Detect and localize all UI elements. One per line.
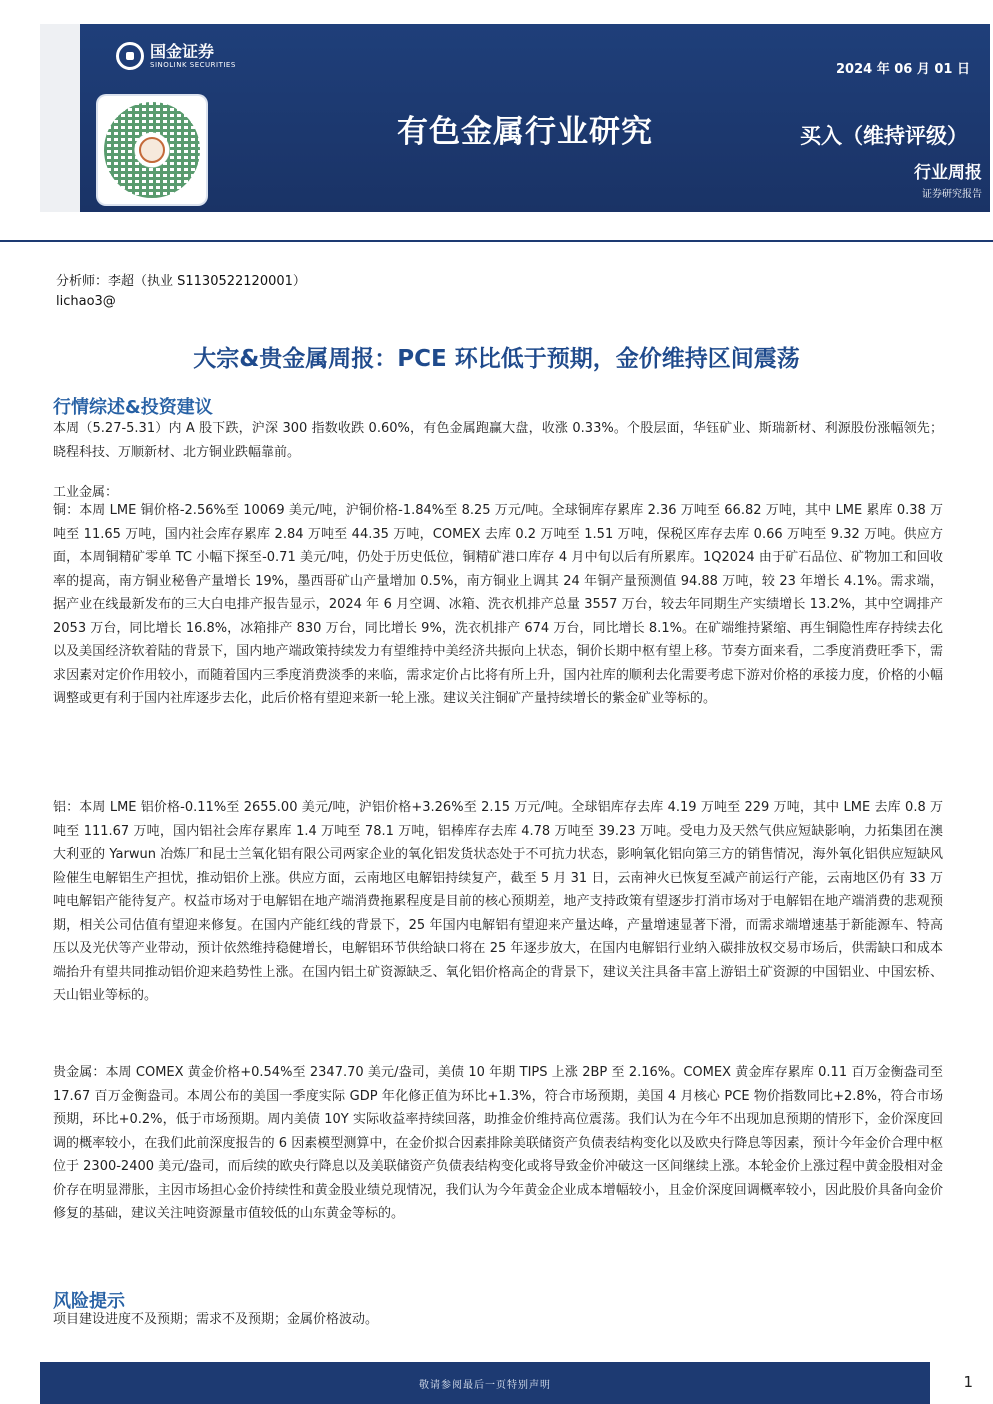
section-heading-risk: 风险提示 bbox=[53, 1291, 125, 1312]
footer-disclaimer: 敬请参阅最后一页特别声明 bbox=[419, 1380, 551, 1391]
section-heading-overview: 行情综述&投资建议 bbox=[53, 397, 213, 418]
overview-paragraph: 本周（5.27-5.31）内 A 股下跌，沪深 300 指数收跌 0.60%，有色金属跑赢大盘，收涨 0.33%。个股层面，华钰矿业、斯瑞新材、利源股份涨幅领先；晓程科技、万顺新材、北方铜业跌幅靠前。 bbox=[53, 421, 943, 460]
aluminum-paragraph: 铝：本周 LME 铝价格-0.11%至 2655.00 美元/吨，沪铝价格+3.26%至 2.15 万元/吨。全球铝库存去库 4.19 万吨至 229 万吨，其中 LME 去库 0.8 万吨至 111.67 万吨，国内铝社会库存累库 1.4 万吨至 78.1 万吨，铝棒库存去库 4.78 万吨至 39.23 万吨。受电力及天然气供应短缺影响，力拓集团在澳大利亚的 Yarwun 冶炼厂和昆士兰氧化铝有限公司两家企业的氧化铝发货状态处于不可抗力状态，影响氧化铝向第三方的销售情况，海外氧化铝供应短缺风险催生电解铝生产担忧，推动铝价上涨。供应方面，云南地区电解铝持续复产，截至 5 月 31 日，云南神火已恢复至减产前运行产能，云南地区仍有 33 万吨电解铝产能待复产。权益市场对于电解铝在地产端消费拖累程度是目前的核心预期差，地产支持政策有望逐步打消市场对于电解铝在地产端消费的悲观预期，相关公司估值有望迎来修复。在国内产能红线的背景下，25 年国内电解铝有望迎来产量达峰，产量增速显著下滑，而需求端增速基于新能源车、特高压以及光伏等产业带动，预计依然维持稳健增长，电解铝环节供给缺口将在 25 年逐步放大，在国内电解铝行业纳入碳排放权交易市场后，供需缺口和成本端抬升有望共同推动铝价迎来趋势性上涨。在国内铝土矿资源缺乏、氧化铝价格高企的背景下，建议关注具备丰富上游铝土矿资源的中国铝业、中国宏桥、天山铝业等标的。 bbox=[53, 800, 943, 1003]
page-footer bbox=[0, 1362, 993, 1404]
page-number: 1 bbox=[963, 1373, 973, 1391]
industrial-metals-label: 工业金属： bbox=[53, 485, 119, 500]
analyst-email: lichao3@ bbox=[56, 294, 116, 309]
report-industry-title: 有色金属行业研究 bbox=[397, 114, 653, 150]
rating-label: 买入（维持评级） bbox=[800, 124, 968, 148]
report-category: 行业周报 bbox=[914, 163, 982, 183]
logo-icon bbox=[116, 42, 144, 70]
company-logo bbox=[116, 42, 236, 70]
logo-name-cn: 国金证券 bbox=[150, 41, 215, 61]
header-banner bbox=[80, 24, 990, 212]
report-title: 大宗&贵金属周报：PCE 环比低于预期，金价维持区间震荡 bbox=[193, 346, 800, 372]
copper-paragraph: 铜：本周 LME 铜价格-2.56%至 10069 美元/吨，沪铜价格-1.84%至 8.25 万元/吨。全球铜库存累库 2.36 万吨至 66.82 万吨，其中 LME 累库 0.38 万吨至 11.65 万吨，国内社会库存累库 2.84 万吨至 44.35 万吨，COMEX 去库 0.2 万吨至 1.51 万吨，保税区库存去库 0.66 万吨至 9.32 万吨。供应方面，本周铜精矿零单 TC 小幅下探至-0.71 美元/吨，仍处于历史低位，铜精矿港口库存 4 月中旬以后有所累库。1Q2024 由于矿石品位、矿物加工和回收率的提高，南方铜业秘鲁产量增长 19%，墨西哥矿山产量增加 0.5%，南方铜业上调其 24 年铜产量预测值 94.88 万吨，较 23 年增长 4.1%。需求端，据产业在线最新发布的三大白电排产报告显示，2024 年 6 月空调、冰箱、洗衣机排产总量 3557 万台，较去年同期生产实绩增长 13.2%，其中空调排产 2053 万台，同比增长 16.8%，冰箱排产 830 万台，同比增长 9%，洗衣机排产 674 万台，同比增长 8.1%。在矿端维持紧缩、再生铜隐性库存持续去化以及美国经济软着陆的背景下，国内地产端政策持续发力有望维持中美经济共振向上状态，铜价长期中枢有望上移。节奏方面来看，二季度消费旺季下，需求因素对定价作用较小，而随着国内三季度消费淡季的来临，需求定价占比将有所上升，国内社库的顺利去化需要考虑下游对价格的承接力度，价格的小幅调整或更有利于国内社库逐步去化，此后价格有望迎来新一轮上涨。建议关注铜矿产量持续增长的紫金矿业等标的。 bbox=[53, 503, 943, 706]
analyst-name: 分析师：李超（执业 S1130522120001） bbox=[56, 274, 306, 289]
qr-code-icon bbox=[98, 96, 206, 204]
logo-name-en: SINOLINK SECURITIES bbox=[150, 60, 236, 69]
report-date: 2024 年 06 月 01 日 bbox=[836, 62, 970, 77]
precious-metals-paragraph: 贵金属：本周 COMEX 黄金价格+0.54%至 2347.70 美元/盎司，美债 10 年期 TIPS 上涨 2BP 至 2.16%。COMEX 黄金库存累库 0.11 百万金衡盎司至 17.67 百万金衡盎司。本周公布的美国一季度实际 GDP 年化修正值为环比+1.3%，符合市场预期，美国 4 月核心 PCE 物价指数同比+2.8%，符合市场预期，环比+0.2%，低于市场预期。周内美债 10Y 实际收益率持续回落，助推金价维持高位震荡。我们认为在今年不出现加息预期的情形下，金价深度回调的概率较小，在我们此前深度报告的 6 因素模型测算中，在金价拟合因素排除美联储资产负债表结构变化以及欧央行降息等因素，预计今年金价合理中枢位于 2300-2400 美元/盎司，而后续的欧央行降息以及美联储资产负债表结构变化或将导致金价冲破这一区间继续上涨。本轮金价上涨过程中黄金股相对金价存在明显滞胀，主因市场担心金价持续性和黄金股业绩兑现情况，我们认为今年黄金企业成本增幅较小，且金价深度回调概率较小，因此股价具备向金价修复的基础，建议关注吨资源量市值较低的山东黄金等标的。 bbox=[53, 1065, 943, 1221]
header-divider bbox=[0, 240, 993, 242]
analyst-info bbox=[56, 272, 306, 312]
report-header bbox=[40, 24, 990, 212]
risk-paragraph: 项目建设进度不及预期；需求不及预期；金属价格波动。 bbox=[53, 1312, 379, 1327]
report-type: 证券研究报告 bbox=[922, 189, 982, 200]
